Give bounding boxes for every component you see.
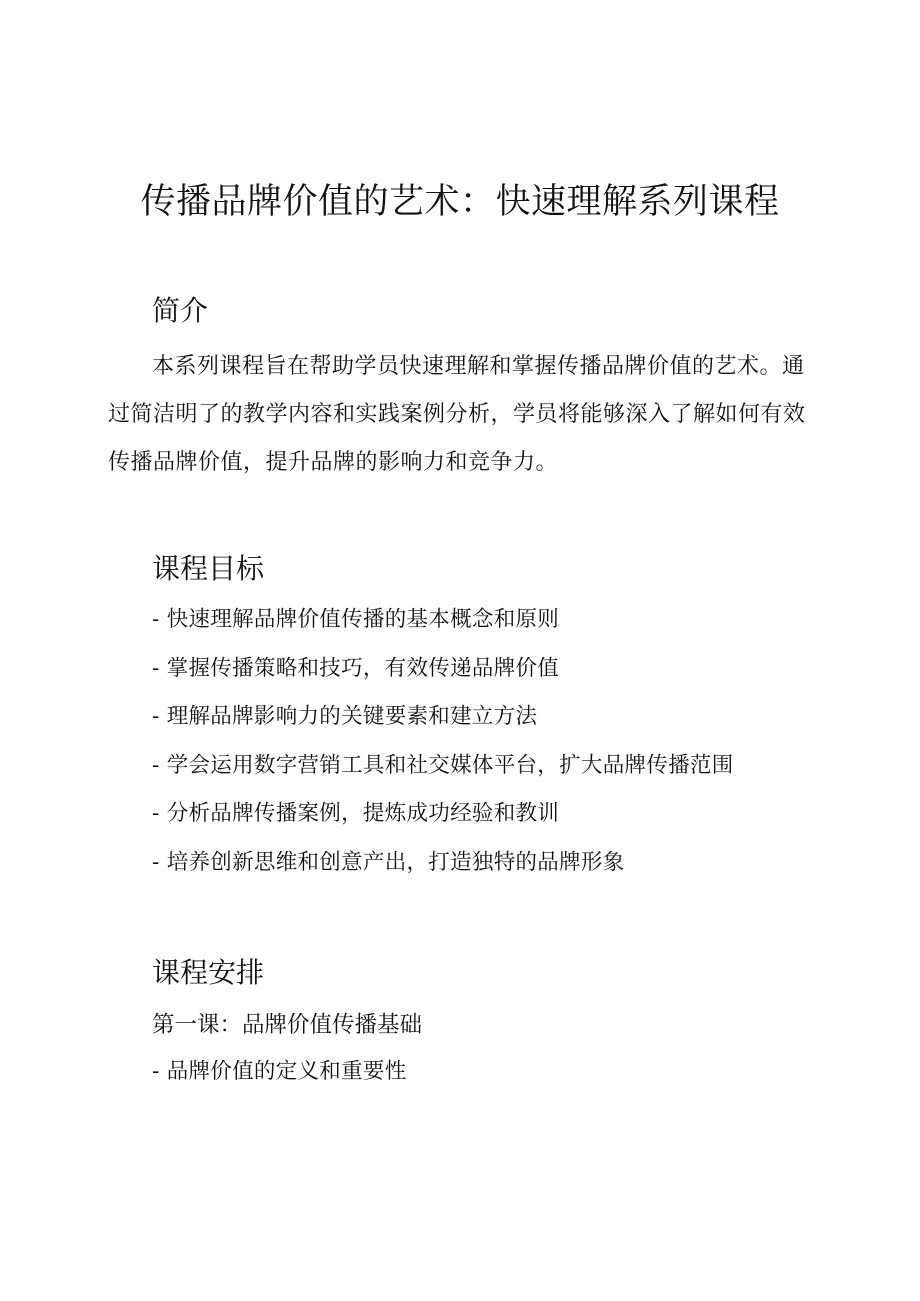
list-item: - 掌握传播策略和技巧，有效传递品牌价值 bbox=[152, 655, 560, 681]
list-item: - 学会运用数字营销工具和社交媒体平台，扩大品牌传播范围 bbox=[152, 752, 734, 778]
goals-heading: 课程目标 bbox=[152, 552, 265, 585]
list-item: - 品牌价值的定义和重要性 bbox=[152, 1059, 407, 1084]
list-item: - 培养创新思维和创意产出，打造独特的品牌形象 bbox=[152, 849, 625, 875]
document-title: 传播品牌价值的艺术：快速理解系列课程 bbox=[140, 182, 780, 222]
lesson-title: 第一课：品牌价值传播基础 bbox=[152, 1012, 423, 1038]
list-item: - 分析品牌传播案例，提炼成功经验和教训 bbox=[152, 801, 560, 827]
intro-heading: 简介 bbox=[152, 294, 209, 327]
schedule-heading: 课程安排 bbox=[152, 956, 265, 989]
list-item: - 理解品牌影响力的关键要素和建立方法 bbox=[152, 704, 538, 730]
intro-paragraph: 本系列课程旨在帮助学员快速理解和掌握传播品牌价值的艺术。通过简洁明了的教学内容和实践案例分析，学员将能够深入了解如何有效传播品牌价值，提升品牌的影响力和竞争力。 bbox=[108, 354, 806, 475]
list-item: - 快速理解品牌价值传播的基本概念和原则 bbox=[152, 607, 560, 632]
lesson-items-list bbox=[152, 1048, 407, 1096]
goals-list bbox=[152, 596, 734, 888]
